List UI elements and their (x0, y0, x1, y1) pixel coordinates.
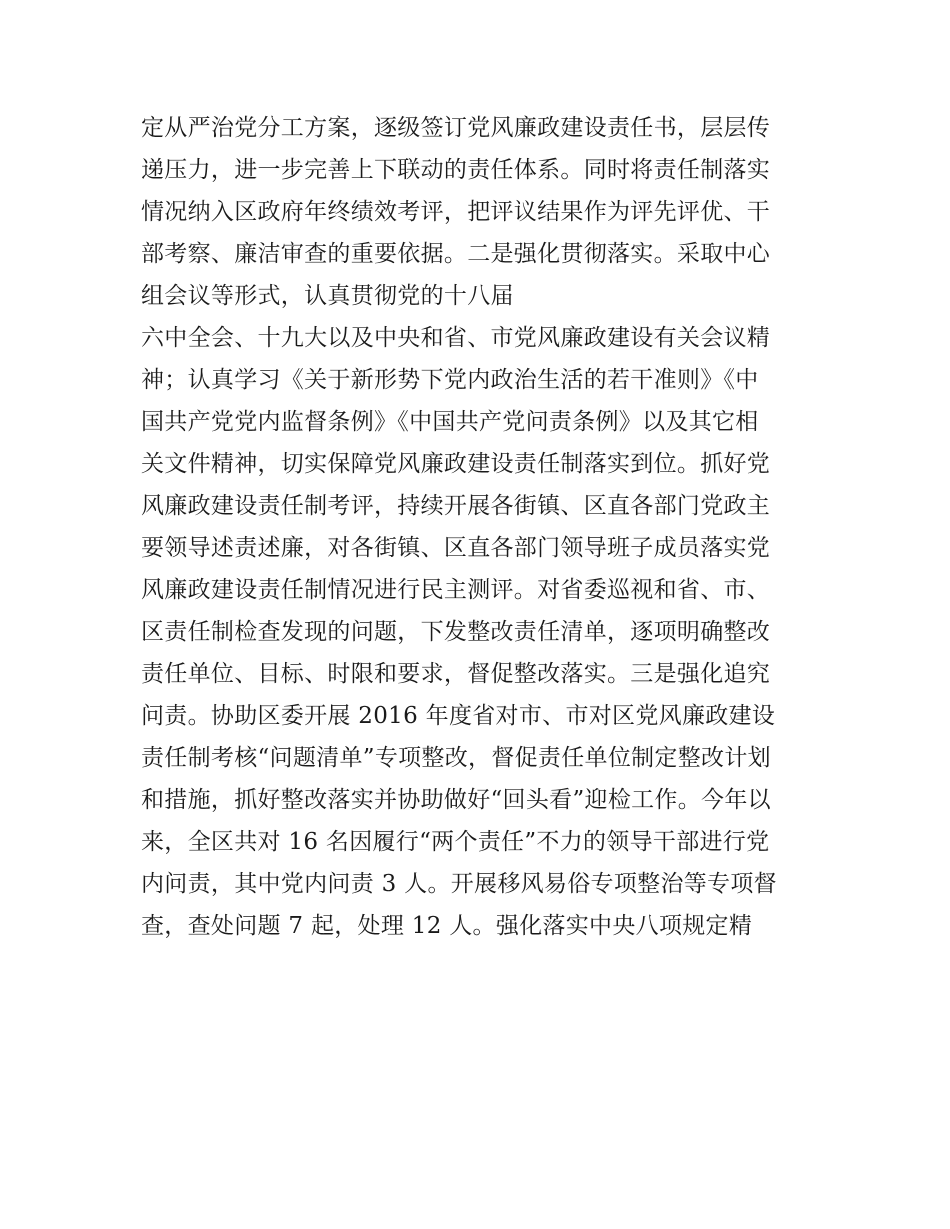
text-line: 神；认真学习《关于新形势下党内政治生活的若干准则》《中 (141, 367, 759, 393)
text-line: 定从严治党分工方案，逐级签订党风廉政建设责任书，层层传 (141, 115, 771, 141)
document-body-text (141, 107, 821, 947)
text-line: 责任单位、目标、时限和要求，督促整改落实。三是强化追究 (141, 661, 771, 687)
text-line: 递压力，进一步完善上下联动的责任体系。同时将责任制落实 (141, 157, 771, 183)
text-line: 风廉政建设责任制考评，持续开展各街镇、区直各部门党政主 (141, 493, 771, 519)
text-line: 国共产党党内监督条例》《中国共产党问责条例》以及其它相 (141, 409, 759, 435)
text-line: 关文件精神，切实保障党风廉政建设责任制落实到位。抓好党 (141, 451, 771, 477)
text-line: 要领导述责述廉，对各街镇、区直各部门领导班子成员落实党 (141, 535, 771, 561)
text-line: 组会议等形式，认真贯彻党的十八届 (141, 283, 514, 309)
text-line: 六中全会、十九大以及中央和省、市党风廉政建设有关会议精 (141, 325, 771, 351)
text-line: 情况纳入区政府年终绩效考评，把评议结果作为评先评优、干 (141, 199, 771, 225)
text-line: 风廉政建设责任制情况进行民主测评。对省委巡视和省、市、 (141, 577, 771, 603)
text-line: 和措施，抓好整改落实并协助做好“回头看”迎检工作。今年以 (141, 787, 771, 813)
text-line: 部考察、廉洁审查的重要依据。二是强化贯彻落实。采取中心 (141, 241, 771, 267)
text-line: 内问责，其中党内问责 3 人。开展移风易俗专项整治等专项督 (141, 871, 777, 897)
text-line: 来，全区共对 16 名因履行“两个责任”不力的领导干部进行党 (141, 829, 770, 855)
text-line: 区责任制检查发现的问题，下发整改责任清单，逐项明确整改 (141, 619, 771, 645)
text-line: 责任制考核“问题清单”专项整改，督促责任单位制定整改计划 (141, 745, 771, 771)
text-line: 查，查处问题 7 起，处理 12 人。强化落实中央八项规定精 (141, 913, 753, 939)
text-line: 问责。协助区委开展 2016 年度省对市、市对区党风廉政建设 (141, 703, 776, 729)
